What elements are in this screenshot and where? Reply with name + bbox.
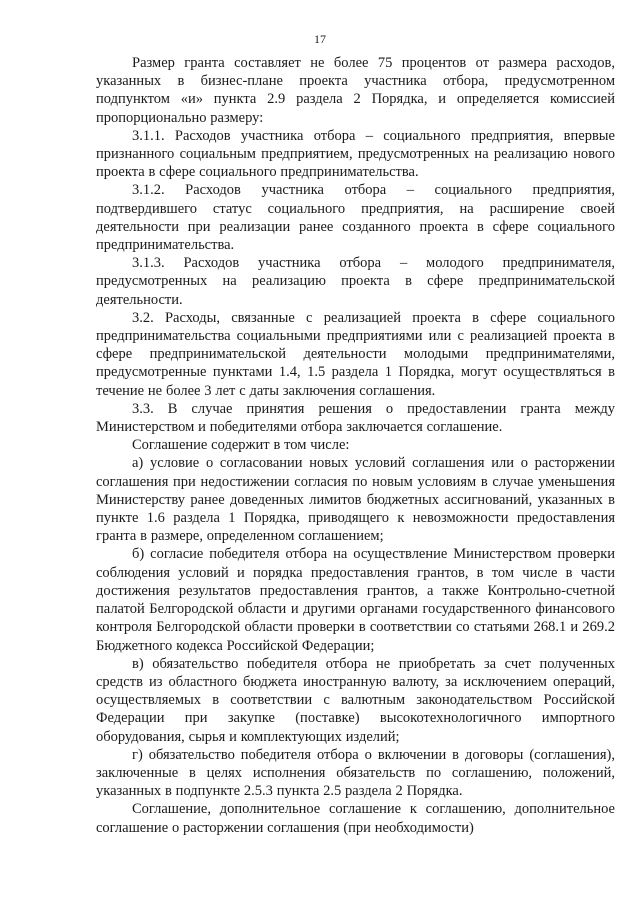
paragraph-3-1-2: 3.1.2. Расходов участника отбора – социального предприятия, подтвердившего статус социального предприятия, на расширение своей деятельности при реализации ранее созданного проекта в сфере социального предпринимательства.: [96, 182, 615, 254]
paragraph-grant-size: Размер гранта составляет не более 75 процентов от размера расходов, указанных в бизнес-плане проекта участника отбора, предусмотренном подпунктом «и» пункта 2.9 раздела 2 Порядка, и определяется комиссией пропорционально размеру:: [96, 55, 615, 126]
paragraph-3-3: 3.3. В случае принятия решения о предоставлении гранта между Министерством и победителями отбора заключается соглашение.: [96, 400, 615, 436]
paragraph-agreement-forms: Соглашение, дополнительное соглашение к соглашению, дополнительное соглашение о расторжении соглашения (при необходимости): [96, 801, 615, 836]
paragraph-3-1-1: 3.1.1. Расходов участника отбора – социального предприятия, впервые признанного социальным предприятием, предусмотренных на реализацию нового проекта в сфере социального предпринимательства.: [96, 127, 615, 181]
paragraph-agreement-contains: Соглашение содержит в том числе:: [132, 437, 350, 454]
paragraph-clause-g: г) обязательство победителя отбора о включении в договоры (соглашения), заключенные в целях исполнения обязательств по соглашению, положений, указанных в подпункте 2.5.3 пункта 2.5 раздела 2 Порядка.: [96, 746, 615, 800]
paragraph-clause-a: а) условие о согласовании новых условий соглашения или о расторжении соглашения при недостижении согласия по новым условиям в случае уменьшения Министерству ранее доведенных лимитов бюджетных ассигнований, указанных в пункте 1.6 раздела 1 Порядка, приводящего к невозможности предоставления гранта в размере, определенном соглашением;: [96, 455, 615, 545]
paragraph-clause-b: б) согласие победителя отбора на осуществление Министерством проверки соблюдения условий и порядка предоставления грантов, в том числе в части достижения результатов предоставления грантов, а также Контрольно-счетной палатой Белгородской области и другими органами государственного финансового контроля Белгородской области проверки в соответствии со статьями 268.1 и 269.2 Бюджетного кодекса Российской Федерации;: [96, 546, 615, 654]
paragraph-3-1-3: 3.1.3. Расходов участника отбора – молодого предпринимателя, предусмотренных на реализацию проекта в сфере предпринимательской деятельности.: [96, 255, 615, 308]
paragraph-3-2: 3.2. Расходы, связанные с реализацией проекта в сфере социального предпринимательства социальными предприятиями или с реализацией проекта в сфере предпринимательской деятельности молодыми предпринимателями, предусмотренные пунктами 1.4, 1.5 раздела 1 Порядка, могут осуществляться в течение не более 3 лет с даты заключения соглашения.: [96, 309, 615, 399]
page-number: 17: [314, 32, 326, 46]
paragraph-clause-v: в) обязательство победителя отбора не приобретать за счет полученных средств из областного бюджета иностранную валюту, за исключением операций, осуществляемых в соответствии с валютным законодательством Российской Федерации при закупке (поставке) высокотехнологичного импортного оборудования, сырья и комплектующих изделий;: [96, 655, 615, 745]
document-body: [96, 54, 615, 837]
